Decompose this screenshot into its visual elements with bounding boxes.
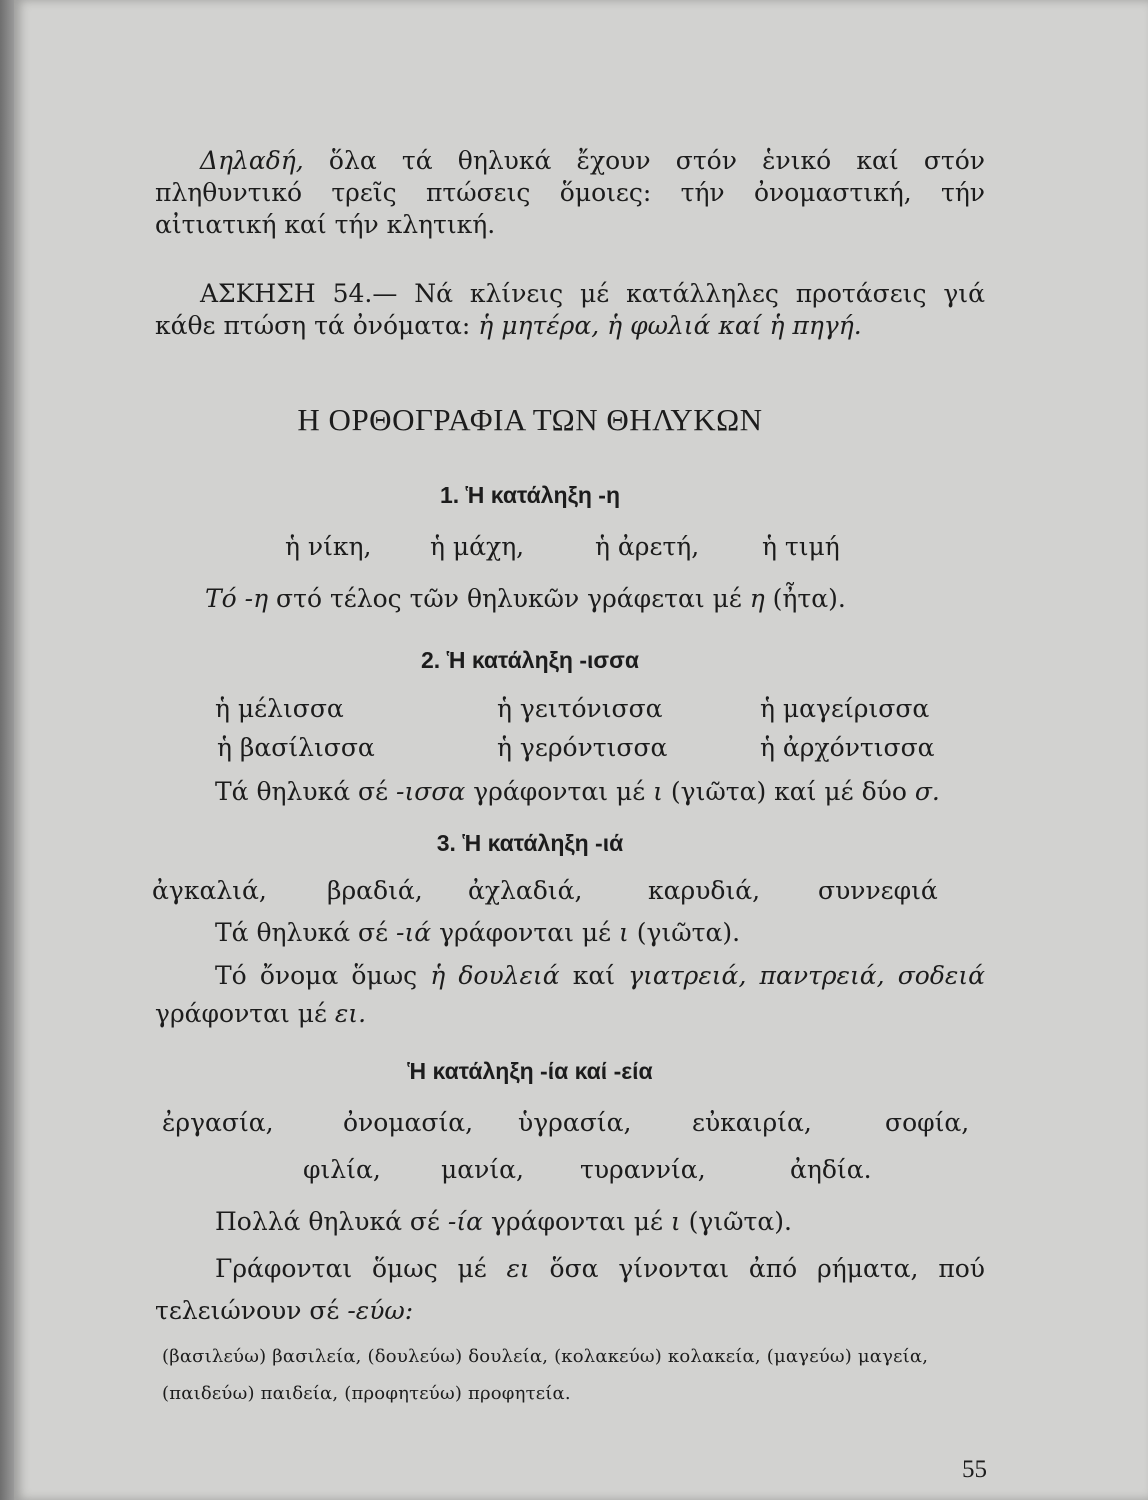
- rule-part: Τά θηλυκά σέ: [215, 918, 396, 947]
- section4-word: τυραννία,: [580, 1155, 706, 1184]
- section1-word: ἡ μάχη,: [430, 532, 525, 561]
- exception-part: ει: [506, 1254, 530, 1283]
- intro-text: ὅλα τά θηλυκά ἔχουν στόν ἑνικό καί στόν πληθυντικό τρεῖς πτώσεις ὅμοιες: τήν ὀνομαστική, τήν αἰτιατική καί τήν κλητική.: [155, 146, 985, 239]
- section3-rule: [215, 918, 740, 948]
- section4-word: ἀηδία.: [790, 1155, 872, 1184]
- section1-word: ἡ ἀρετή,: [595, 532, 700, 561]
- intro-label: Δηλαδή,: [200, 146, 304, 175]
- section2-rule: [215, 777, 940, 807]
- exception-part: Γράφονται ὅμως μέ: [215, 1254, 507, 1283]
- section2-word: ἡ γερόντισσα: [497, 733, 668, 762]
- section4-word: φιλία,: [303, 1155, 381, 1184]
- exception-part: καί: [559, 961, 629, 990]
- section4-word: ἐργασία,: [162, 1108, 274, 1137]
- rule-part: ι: [670, 1207, 681, 1236]
- exercise-examples: ἡ μητέρα, ἡ φωλιά καί ἡ πηγή.: [478, 311, 862, 340]
- section4-word: εὐκαιρία,: [692, 1108, 812, 1137]
- rule-part: -ισσα: [396, 777, 466, 806]
- section3-word: συννεφιά: [818, 876, 938, 905]
- examples-line: (βασιλεύω) βασιλεία, (δουλεύω) δουλεία, (κολακεύω) κολακεία, (μαγεύω) μαγεία,: [162, 1346, 929, 1367]
- section3-heading: 3. Ἡ κατάληξη -ιά: [436, 830, 624, 856]
- rule-part: σ.: [914, 777, 940, 806]
- exception-part: -εύω:: [347, 1296, 414, 1325]
- section2-word: ἡ μέλισσα: [215, 694, 344, 723]
- section4-exception: [155, 1248, 985, 1332]
- exception-part: γιατρειά, παντρειά, σοδειά: [628, 961, 986, 990]
- exercise-label: ΑΣΚΗΣΗ 54.—: [200, 279, 415, 308]
- examples-line: (παιδεύω) παιδεία, (προφητεύω) προφητεία.: [162, 1383, 571, 1404]
- exercise-paragraph: [155, 278, 985, 342]
- section2-word: ἡ ἀρχόντισσα: [760, 733, 935, 762]
- section3-word: βραδιά,: [327, 876, 423, 905]
- section3-word: καρυδιά,: [648, 876, 761, 905]
- section4-rule: [215, 1207, 792, 1237]
- rule-part: Πολλά θηλυκά σέ: [215, 1207, 448, 1236]
- section2-heading: 2. Ἡ κατάληξη -ισσα: [421, 647, 639, 673]
- section2-word: ἡ μαγείρισσα: [760, 694, 930, 723]
- section2-word: ἡ βασίλισσα: [217, 733, 375, 762]
- exception-part: ὅσα γίνονται ἀπό ρήματα, πού τελειώνουν σέ: [155, 1254, 985, 1325]
- rule-part: -ιά: [396, 918, 432, 947]
- section4-word: σοφία,: [885, 1108, 970, 1137]
- exercise-text: Νά κλίνεις μέ κατάλληλες προτάσεις γιά κάθε πτώση τά ὀνόματα:: [155, 279, 985, 340]
- rule-part: ι: [653, 777, 663, 806]
- exception-part: ἡ δουλειά: [430, 961, 560, 990]
- intro-paragraph: [155, 145, 985, 241]
- page-number: 55: [962, 1456, 987, 1483]
- rule-letter: η: [749, 584, 765, 613]
- exception-part: ει.: [334, 999, 367, 1028]
- section1-word: ἡ νίκη,: [285, 532, 372, 561]
- section3-exception: [155, 957, 985, 1033]
- section1-rule: [205, 584, 846, 614]
- exception-part: Τό ὄνομα ὅμως: [215, 961, 431, 990]
- exception-part: γράφονται μέ: [155, 999, 335, 1028]
- rule-part: Τά θηλυκά σέ: [215, 777, 396, 806]
- rule-text: στό τέλος τῶν θηλυκῶν γράφεται μέ: [268, 584, 750, 613]
- rule-part: -ία: [447, 1207, 484, 1236]
- rule-part: γράφονται μέ: [465, 777, 654, 806]
- section4-word: μανία,: [441, 1155, 524, 1184]
- rule-part: (γιῶτα).: [680, 1207, 792, 1236]
- rule-prefix: Τό -η: [205, 584, 269, 613]
- section2-word: ἡ γειτόνισσα: [497, 694, 663, 723]
- section1-word: ἡ τιμή: [762, 532, 840, 561]
- rule-part: (γιῶτα).: [628, 918, 741, 947]
- section3-word: ἀχλαδιά,: [468, 876, 583, 905]
- section1-heading: 1. Ἡ κατάληξη -η: [439, 482, 620, 508]
- section-title: Η ΟΡΘΟΓΡΑΦΙΑ ΤΩΝ ΘΗΛΥΚΩΝ: [297, 402, 763, 437]
- rule-part: γράφονται μέ: [431, 918, 619, 947]
- section4-word: ὀνομασία,: [343, 1108, 474, 1137]
- rule-part: (γιῶτα) καί μέ δύο: [662, 777, 915, 806]
- rule-part: ι: [618, 918, 629, 947]
- section3-word: ἀγκαλιά,: [152, 876, 267, 905]
- book-spine-shadow: [0, 0, 14, 1500]
- rule-suffix: (ἦτα).: [764, 584, 846, 613]
- rule-part: γράφονται μέ: [483, 1207, 671, 1236]
- section4-heading: Ἡ κατάληξη -ία καί -εία: [407, 1058, 653, 1084]
- section4-word: ὑγρασία,: [518, 1108, 632, 1137]
